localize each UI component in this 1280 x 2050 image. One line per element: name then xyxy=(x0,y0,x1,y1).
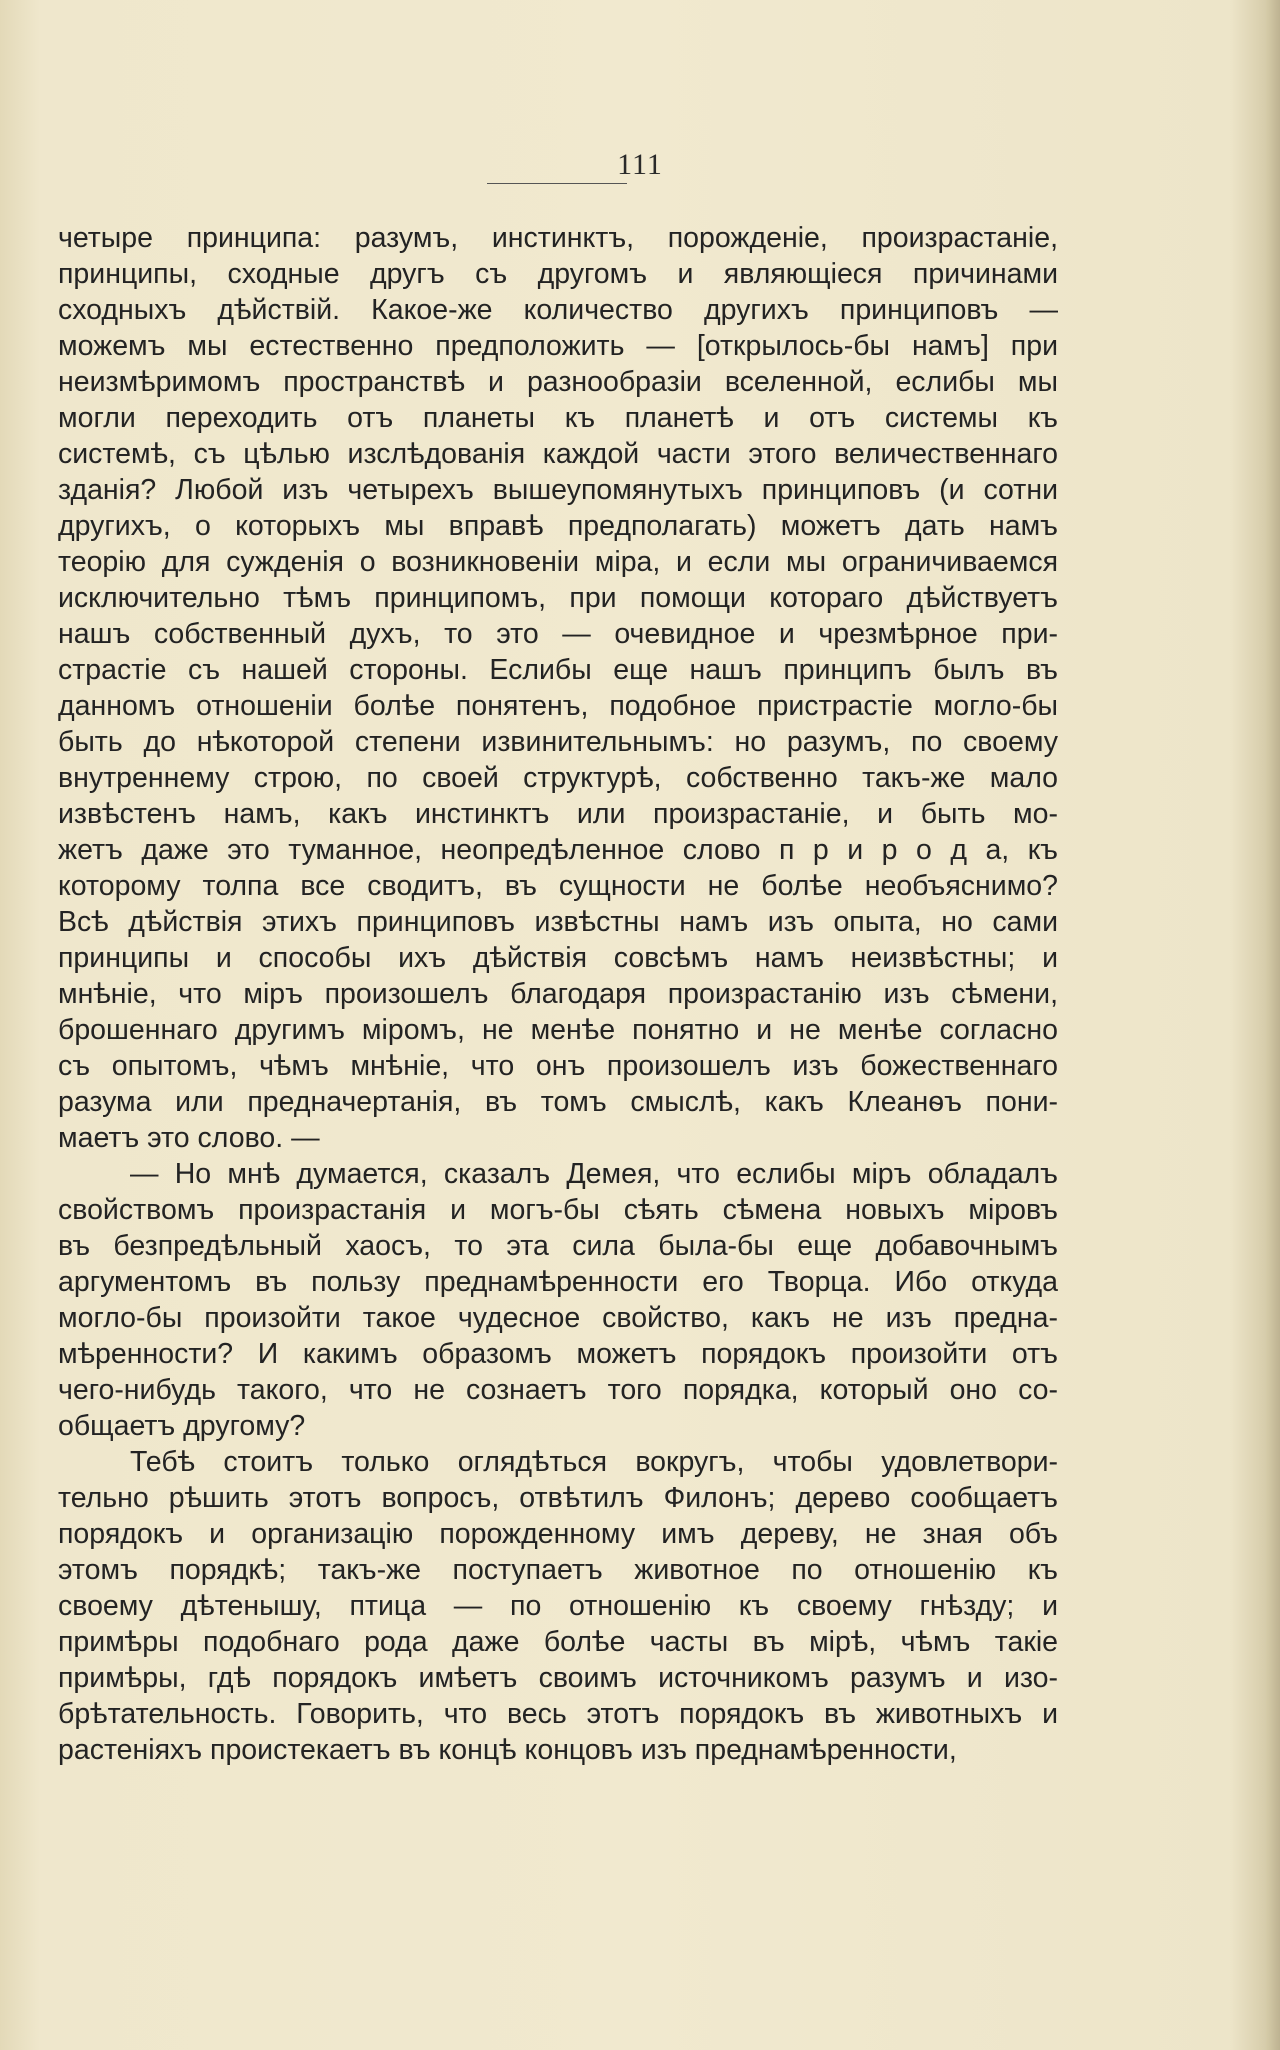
paragraph xyxy=(58,1444,1058,1768)
text-line: теорію для сужденія о возникновеніи міра, и если мы ограничиваемся xyxy=(58,546,1058,578)
text-line: жетъ даже это туманное, неопредѣленное слово п р и р о д а, къ xyxy=(58,834,1058,866)
text-line: примѣры, гдѣ порядокъ имѣетъ своимъ источникомъ разумъ и изо- xyxy=(58,1662,1058,1694)
text-line: брѣтательность. Говорить, что весь этотъ порядокъ въ животныхъ и xyxy=(58,1698,1058,1730)
body-text xyxy=(58,220,1058,1768)
text-line: брошеннаго другимъ міромъ, не менѣе понятно и не менѣе согласно xyxy=(58,1014,1058,1046)
page-number: 111 xyxy=(617,148,663,181)
text-line: данномъ отношеніи болѣе понятенъ, подобное пристрастіе могло-бы xyxy=(58,690,1058,722)
page-edge xyxy=(1266,0,1280,2050)
text-line: маетъ это слово. — xyxy=(58,1122,320,1154)
text-line: мнѣніе, что міръ произошелъ благодаря произрастанію изъ сѣмени, xyxy=(58,978,1058,1010)
text-line: чего-нибудь такого, что не сознаетъ того порядка, который оно со- xyxy=(58,1374,1058,1406)
text-line: общаетъ другому? xyxy=(58,1410,306,1442)
text-line: другихъ, о которыхъ мы вправѣ предполагать) можетъ дать намъ xyxy=(58,510,1058,542)
text-line: порядокъ и организацію порожденному имъ дереву, не зная объ xyxy=(58,1518,1058,1550)
paragraph xyxy=(58,220,1058,1156)
text-line: принципы и способы ихъ дѣйствія совсѣмъ намъ неизвѣстны; и xyxy=(58,942,1058,974)
text-line: мѣренности? И какимъ образомъ можетъ порядокъ произойти отъ xyxy=(58,1338,1058,1370)
text-line: нашъ собственный духъ, то это — очевидное и чрезмѣрное при- xyxy=(58,618,1058,650)
text-line: извѣстенъ намъ, какъ инстинктъ или произрастаніе, и быть мо- xyxy=(58,798,1058,830)
text-line: съ опытомъ, чѣмъ мнѣніе, что онъ произошелъ изъ божественнаго xyxy=(58,1050,1058,1082)
text-line: примѣры подобнаго рода даже болѣе часты въ мірѣ, чѣмъ такіе xyxy=(58,1626,1058,1658)
text-line: свойствомъ произрастанія и могъ-бы сѣять сѣмена новыхъ міровъ xyxy=(58,1194,1058,1226)
text-line: могли переходить отъ планеты къ планетѣ и отъ системы къ xyxy=(58,402,1058,434)
text-line: этомъ порядкѣ; такъ-же поступаетъ животное по отношенію къ xyxy=(58,1554,1058,1586)
text-line: внутреннему строю, по своей структурѣ, собственно такъ-же мало xyxy=(58,762,1058,794)
text-line: своему дѣтенышу, птица — по отношенію къ своему гнѣзду; и xyxy=(58,1590,1058,1622)
text-line: растеніяхъ проистекаетъ въ концѣ концовъ изъ преднамѣренности, xyxy=(58,1734,957,1766)
page-number-rule xyxy=(487,183,627,184)
text-line: исключительно тѣмъ принципомъ, при помощи котораго дѣйствуетъ xyxy=(58,582,1058,614)
text-line: которому толпа все сводитъ, въ сущности не болѣе необъяснимо? xyxy=(58,870,1058,902)
text-line: четыре принципа: разумъ, инстинктъ, порожденіе, произрастаніе, xyxy=(58,222,1058,254)
text-line: страстіе съ нашей стороны. Еслибы еще нашъ принципъ былъ въ xyxy=(58,654,1058,686)
text-line: быть до нѣкоторой степени извинительнымъ: но разумъ, по своему xyxy=(58,726,1058,758)
text-line: Тебѣ стоитъ только оглядѣться вокругъ, чтобы удовлетвори- xyxy=(130,1446,1058,1478)
text-line: Всѣ дѣйствія этихъ принциповъ извѣстны намъ изъ опыта, но сами xyxy=(58,906,1058,938)
text-line: въ безпредѣльный хаосъ, то эта сила была-бы еще добавочнымъ xyxy=(58,1230,1058,1262)
text-line: сходныхъ дѣйствій. Какое-же количество другихъ принциповъ — xyxy=(58,294,1058,326)
text-line: — Но мнѣ думается, сказалъ Демея, что еслибы міръ обладалъ xyxy=(130,1158,1058,1190)
paragraph xyxy=(58,1156,1058,1444)
text-line: системѣ, съ цѣлью изслѣдованія каждой части этого величественнаго xyxy=(58,438,1058,470)
text-line: зданія? Любой изъ четырехъ вышеупомянутыхъ принциповъ (и сотни xyxy=(58,474,1058,506)
text-line: принципы, сходные другъ съ другомъ и являющіеся причинами xyxy=(58,258,1058,290)
text-line: могло-бы произойти такое чудесное свойство, какъ не изъ предна- xyxy=(58,1302,1058,1334)
text-line: разума или предначертанія, въ томъ смыслѣ, какъ Клеанѳъ пони- xyxy=(58,1086,1058,1118)
text-line: аргументомъ въ пользу преднамѣренности его Творца. Ибо откуда xyxy=(58,1266,1058,1298)
text-line: неизмѣримомъ пространствѣ и разнообразіи вселенной, еслибы мы xyxy=(58,366,1058,398)
text-line: тельно рѣшить этотъ вопросъ, отвѣтилъ Филонъ; дерево сообщаетъ xyxy=(58,1482,1058,1514)
text-line: можемъ мы естественно предположить — [открылось-бы намъ] при xyxy=(58,330,1058,362)
